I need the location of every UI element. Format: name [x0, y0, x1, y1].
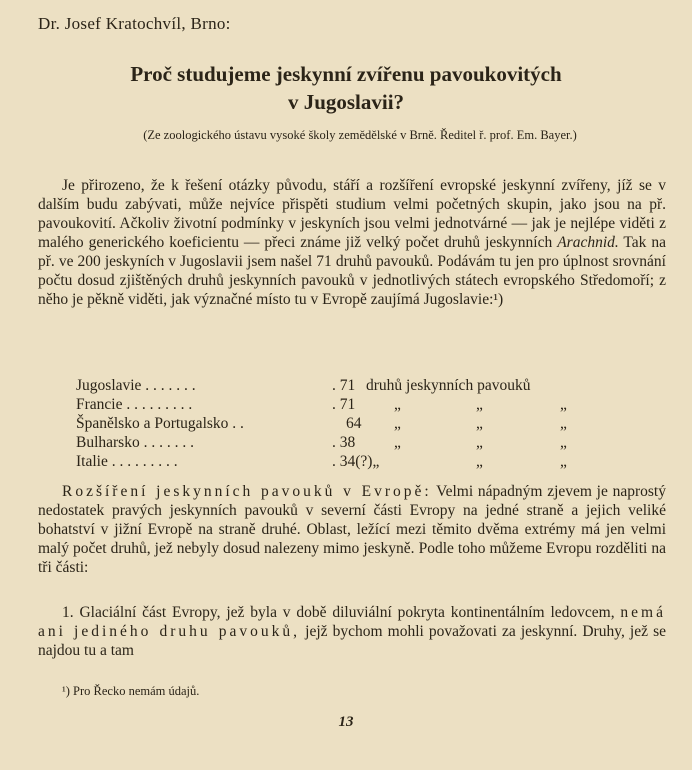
- paragraph-2-rest: Velmi nápadným zjevem je naprostý nedostatek pravých jeskynních pavouků v severní části Evropy na jedné straně a jejich veliké bohatství v jižní Evropě na straně druhé. Oblast, ležící mezi těmito dvěma extrémy má jen velmi malý počet druhů, jež nebyly dosud nalezeny mimo jeskyně. Podle toho můžeme Evropu rozděliti na tři části:: [38, 483, 666, 576]
- count-cell: 64: [346, 415, 362, 432]
- table-row: [76, 414, 616, 433]
- ditto-mark: „: [560, 415, 567, 432]
- ditto-mark: „: [394, 434, 401, 451]
- genus-term: Arachnid.: [557, 234, 619, 251]
- country-cell: Jugoslavie . . . . . . .: [76, 377, 196, 394]
- paragraph-1-start: Je přirozeno, že k řešení otázky původu, stáří a rozšíření evropské jeskynní zvířeny, jíž se v dalším budu zabývati, může nejvíce přispěti studium velmi početných skupin, jako jsou na př. pavoukovití. Ačkoliv životní podmínky v jeskyních jsou velmi jednotvárné — jak je nejlépe viděti z malého generického koeficientu — přeci známe již velký počet druhů jeskynních: [38, 177, 666, 251]
- paragraph-3-end: jejž bychom mohli považovati za jeskynní. Druhy, jež se najdou tu a tam: [38, 623, 667, 659]
- country-cell: Francie . . . . . . . . .: [76, 396, 193, 413]
- paragraph-2: [38, 482, 666, 577]
- author-line: Dr. Josef Kratochvíl, Brno:: [38, 14, 231, 33]
- paragraph-1: [38, 176, 666, 309]
- ditto-mark: „: [476, 453, 483, 470]
- country-cell: Italie . . . . . . . . .: [76, 453, 178, 470]
- country-cell: Španělsko a Portugalsko . .: [76, 415, 244, 432]
- paragraph-3: [38, 603, 666, 660]
- ditto-mark: „: [476, 434, 483, 451]
- footnote: ¹) Pro Řecko nemám údajů.: [62, 684, 200, 698]
- count-cell: . 71: [332, 396, 356, 413]
- table-row: [76, 433, 616, 452]
- ditto-mark: „: [394, 415, 401, 432]
- table-row: [76, 452, 616, 471]
- count-cell: . 71: [332, 377, 356, 394]
- unit-cell: druhů jeskynních pavouků: [366, 377, 531, 394]
- table-row: [76, 376, 616, 395]
- count-cell: . 38: [332, 434, 356, 451]
- species-table: [76, 376, 616, 471]
- institute-note: (Ze zoologického ústavu vysoké školy zemědělské v Brně. Ředitel ř. prof. Em. Bayer.): [143, 128, 577, 142]
- page-number: 13: [338, 714, 354, 730]
- paragraph-3-start: 1. Glaciální část Evropy, jež byla v době diluviální pokryta kontinentálním ledovcem,: [62, 604, 615, 621]
- ditto-mark: „: [476, 396, 483, 413]
- title-line-2: v Jugoslavii?: [287, 90, 405, 114]
- count-cell: . 34(?)„: [332, 453, 380, 470]
- paragraph-1-end: Tak na př. ve 200 jeskyních v Jugoslavii jsem našel 71 druhů pavouků. Podávám tu jen pro úplnost srovnání počtu dosud zjištěných druhů jeskynních pavouků v jednotlivých státech evropského Středomoří; z něho je pěkně viděti, jak význačné místo tu v Evropě zaujímá Jugoslavie:¹): [38, 234, 667, 308]
- ditto-mark: „: [560, 453, 567, 470]
- country-cell: Bulharsko . . . . . . .: [76, 434, 194, 451]
- table-row: [76, 395, 616, 414]
- ditto-mark: „: [560, 396, 567, 413]
- ditto-mark: „: [394, 396, 401, 413]
- spaced-emphasis: nemá ani jediného druhu pavouků,: [38, 604, 666, 640]
- ditto-mark: „: [476, 415, 483, 432]
- section-lead: Rozšíření jeskynních pavouků v Evropě:: [62, 483, 432, 500]
- article-title: [0, 60, 692, 116]
- title-line-1: Proč studujeme jeskynní zvířenu pavoukovitých: [130, 62, 562, 86]
- ditto-mark: „: [560, 434, 567, 451]
